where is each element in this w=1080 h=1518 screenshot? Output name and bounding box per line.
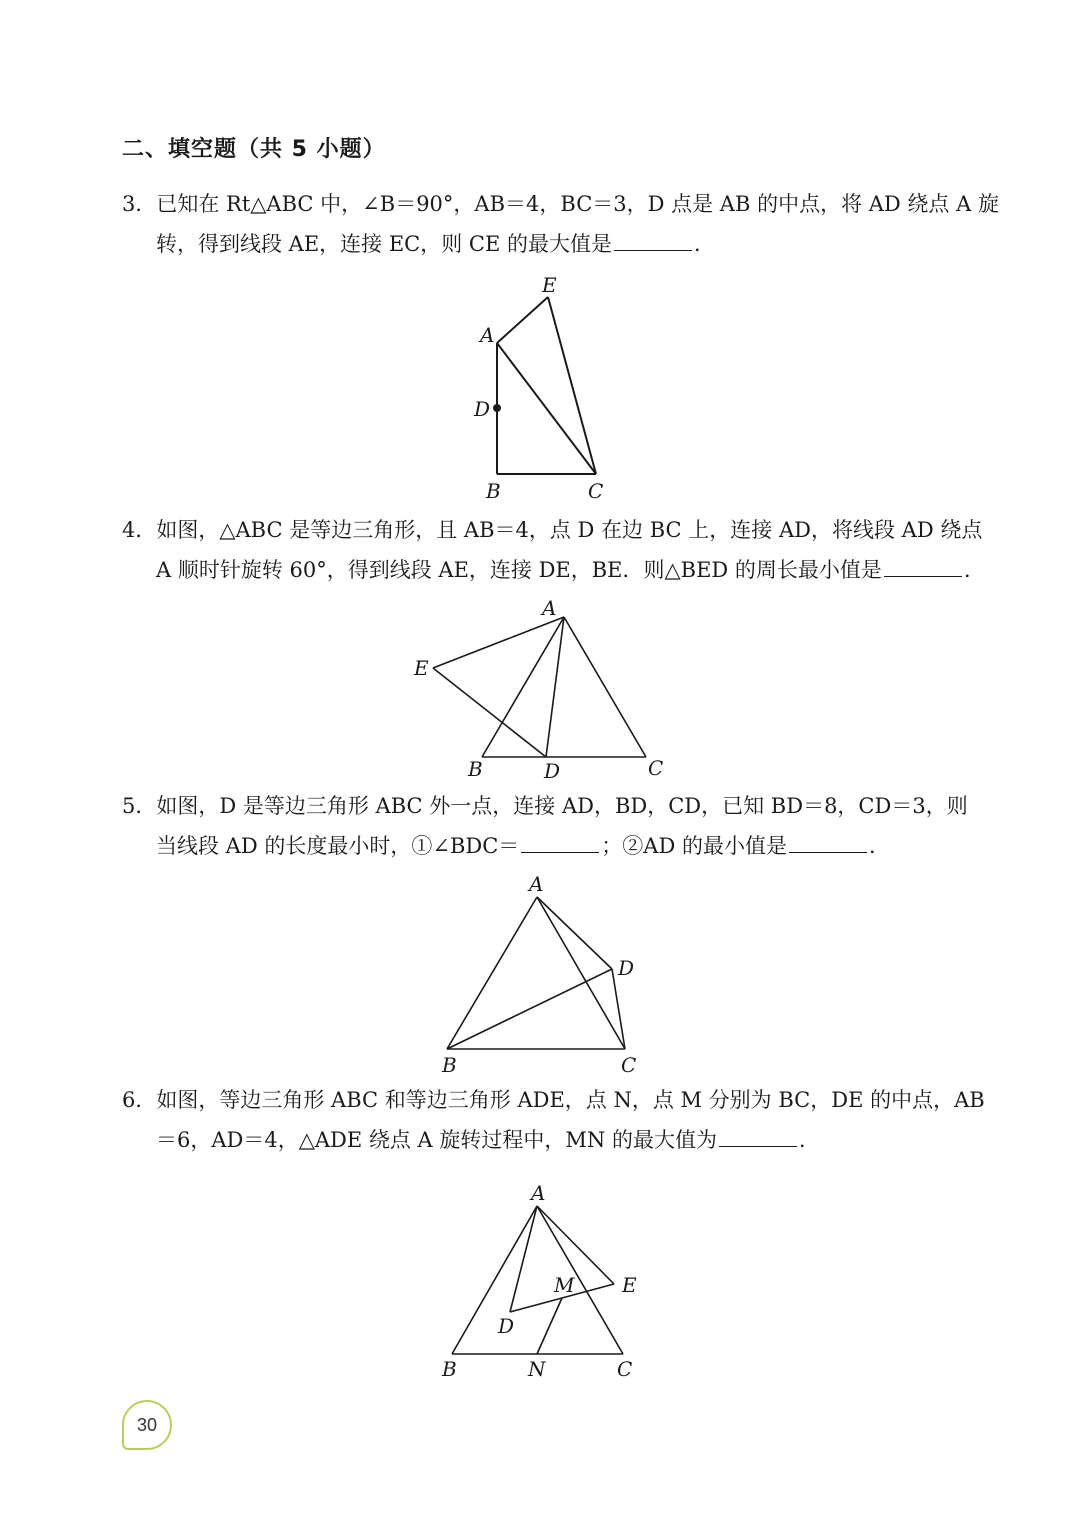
problem-5 bbox=[122, 786, 968, 866]
label-E: E bbox=[414, 656, 429, 680]
problem-4-line-1: 4．如图，△ABC 是等边三角形，且 AB＝4，点 D 在边 BC 上，连接 AD，将线段 AD 绕点 bbox=[122, 518, 983, 542]
label-D: D bbox=[544, 759, 561, 783]
label-A: A bbox=[529, 872, 544, 896]
label-A: A bbox=[542, 596, 557, 620]
label-E: E bbox=[622, 1273, 637, 1297]
problem-4-end: ． bbox=[963, 558, 985, 582]
label-C: C bbox=[648, 756, 664, 780]
problem-3-line-1: 3．已知在 Rt△ABC 中，∠B＝90°，AB＝4，BC＝3，D 点是 AB 的中点，将 AD 绕点 A 旋 bbox=[122, 192, 999, 216]
problem-4 bbox=[122, 510, 985, 590]
answer-blank[interactable] bbox=[614, 228, 692, 251]
problem-5-line-1: 5．如图，D 是等边三角形 ABC 外一点，连接 AD，BD，CD，已知 BD＝8，CD＝3，则 bbox=[122, 794, 968, 818]
answer-blank[interactable] bbox=[884, 554, 962, 577]
problem-6-end: ． bbox=[798, 1128, 820, 1152]
label-B: B bbox=[468, 757, 483, 781]
problem-6-text: ＝6，AD＝4，△ADE 绕点 A 旋转过程中，MN 的最大值为 bbox=[156, 1128, 717, 1152]
label-C: C bbox=[621, 1053, 637, 1077]
problem-5-text: 当线段 AD 的长度最小时，①∠BDC＝ bbox=[156, 834, 520, 858]
page-number: 30 bbox=[136, 1414, 158, 1435]
problem-3-text: 转，得到线段 AE，连接 EC，则 CE 的最大值是 bbox=[156, 232, 612, 256]
section-title: 二、填空题（共 5 小题） bbox=[122, 137, 386, 162]
answer-blank[interactable] bbox=[719, 1124, 797, 1147]
label-E: E bbox=[542, 273, 557, 297]
label-A: A bbox=[531, 1181, 546, 1205]
problem-5-line-2 bbox=[122, 826, 962, 866]
answer-blank-1[interactable] bbox=[521, 830, 599, 853]
label-N: N bbox=[528, 1357, 546, 1381]
label-D: D bbox=[498, 1314, 515, 1338]
answer-blank-2[interactable] bbox=[789, 830, 867, 853]
label-B: B bbox=[486, 479, 501, 503]
label-C: C bbox=[617, 1357, 633, 1381]
label-D: D bbox=[474, 397, 491, 421]
problem-6 bbox=[122, 1080, 985, 1160]
label-C: C bbox=[588, 479, 604, 503]
label-A: A bbox=[480, 323, 495, 347]
figure-problem-3 bbox=[470, 270, 630, 509]
page-number-badge bbox=[122, 1400, 172, 1450]
label-D: D bbox=[618, 956, 635, 980]
figure-problem-6 bbox=[430, 1180, 660, 1389]
problem-4-line-2 bbox=[122, 550, 985, 590]
problem-5-mid: ；②AD 的最小值是 bbox=[601, 834, 787, 858]
label-B: B bbox=[442, 1357, 457, 1381]
label-M: M bbox=[554, 1273, 575, 1297]
problem-3-line-2 bbox=[122, 224, 962, 264]
problem-5-end: ． bbox=[868, 834, 890, 858]
figure-problem-4 bbox=[410, 595, 670, 784]
problem-4-text: A 顺时针旋转 60°，得到线段 AE，连接 DE，BE．则△BED 的周长最小值是 bbox=[156, 558, 882, 582]
label-B: B bbox=[442, 1053, 457, 1077]
problem-6-line-2 bbox=[122, 1120, 962, 1160]
problem-3 bbox=[122, 184, 999, 264]
problem-3-end: ． bbox=[694, 232, 715, 256]
figure-problem-5 bbox=[430, 870, 660, 1084]
problem-6-line-1: 6．如图，等边三角形 ABC 和等边三角形 ADE，点 N，点 M 分别为 BC，DE 的中点，AB bbox=[122, 1088, 985, 1112]
